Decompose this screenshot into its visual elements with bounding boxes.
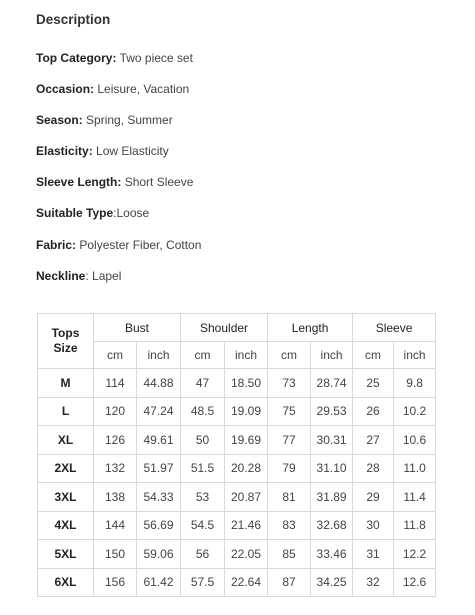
measurement-cell: 48.5 — [181, 397, 225, 426]
measurement-cell: 10.2 — [394, 397, 436, 426]
attr-elasticity — [36, 144, 169, 158]
size-cell: 3XL — [38, 483, 94, 512]
measurement-cell: 18.50 — [225, 369, 268, 398]
measurement-cell: 27 — [353, 426, 394, 455]
attr-value: Leisure, Vacation — [94, 82, 190, 96]
unit-header: inch — [225, 342, 268, 369]
group-header-length: Length — [268, 314, 353, 342]
measurement-cell: 47 — [181, 369, 225, 398]
group-header-sleeve: Sleeve — [353, 314, 436, 342]
measurement-cell: 54.5 — [181, 511, 225, 540]
attr-label: Top Category: — [36, 51, 117, 65]
measurement-cell: 30.31 — [311, 426, 353, 455]
tops-label: Tops — [51, 326, 80, 340]
unit-header: cm — [353, 342, 394, 369]
measurement-cell: 31.89 — [311, 483, 353, 512]
size-cell: XL — [38, 426, 94, 455]
measurement-cell: 156 — [94, 568, 137, 597]
size-cell: 4XL — [38, 511, 94, 540]
measurement-cell: 132 — [94, 454, 137, 483]
attr-value: Short Sleeve — [121, 175, 194, 189]
measurement-cell: 75 — [268, 397, 311, 426]
unit-header: cm — [268, 342, 311, 369]
table-row — [38, 540, 436, 569]
measurement-cell: 12.6 — [394, 568, 436, 597]
unit-header: inch — [311, 342, 353, 369]
group-header-bust: Bust — [94, 314, 181, 342]
measurement-cell: 126 — [94, 426, 137, 455]
attr-value: :Loose — [113, 206, 150, 220]
attr-value: Two piece set — [116, 51, 193, 65]
measurement-cell: 32 — [353, 568, 394, 597]
measurement-cell: 144 — [94, 511, 137, 540]
measurement-cell: 28 — [353, 454, 394, 483]
measurement-cell: 22.64 — [225, 568, 268, 597]
measurement-cell: 87 — [268, 568, 311, 597]
measurement-cell: 19.69 — [225, 426, 268, 455]
attr-neckline — [36, 269, 121, 283]
attr-fabric — [36, 238, 201, 252]
measurement-cell: 73 — [268, 369, 311, 398]
attr-label: Occasion: — [36, 82, 95, 96]
unit-header: inch — [394, 342, 436, 369]
measurement-cell: 59.06 — [137, 540, 181, 569]
measurement-cell: 31.10 — [311, 454, 353, 483]
unit-header: inch — [137, 342, 181, 369]
attr-value: Spring, Summer — [82, 113, 173, 127]
measurement-cell: 56.69 — [137, 511, 181, 540]
measurement-cell: 51.5 — [181, 454, 225, 483]
measurement-cell: 20.28 — [225, 454, 268, 483]
measurement-cell: 34.25 — [311, 568, 353, 597]
measurement-cell: 81 — [268, 483, 311, 512]
attr-label: Fabric: — [36, 238, 77, 252]
measurement-cell: 9.8 — [394, 369, 436, 398]
attr-label: Season: — [36, 113, 83, 127]
measurement-cell: 31 — [353, 540, 394, 569]
measurement-cell: 54.33 — [137, 483, 181, 512]
size-cell: 2XL — [38, 454, 94, 483]
measurement-cell: 138 — [94, 483, 137, 512]
measurement-cell: 47.24 — [137, 397, 181, 426]
attr-top-category — [36, 51, 193, 65]
measurement-cell: 51.97 — [137, 454, 181, 483]
size-label: Size — [53, 341, 78, 355]
unit-header: cm — [181, 342, 225, 369]
measurement-cell: 49.61 — [137, 426, 181, 455]
measurement-cell: 11.0 — [394, 454, 436, 483]
attr-season — [36, 113, 173, 127]
size-table-unit-header — [38, 342, 436, 369]
attr-label: Suitable Type — [36, 206, 114, 220]
measurement-cell: 32.68 — [311, 511, 353, 540]
table-row — [38, 454, 436, 483]
measurement-cell: 120 — [94, 397, 137, 426]
tops-size-header — [38, 314, 94, 369]
size-table-group-header — [38, 314, 436, 342]
measurement-cell: 30 — [353, 511, 394, 540]
attr-label: Elasticity: — [36, 144, 93, 158]
table-row — [38, 426, 436, 455]
measurement-cell: 77 — [268, 426, 311, 455]
attr-occasion — [36, 82, 189, 96]
measurement-cell: 29.53 — [311, 397, 353, 426]
attr-label: Neckline — [36, 269, 86, 283]
measurement-cell: 50 — [181, 426, 225, 455]
size-cell: M — [38, 369, 94, 398]
unit-header: cm — [94, 342, 137, 369]
group-header-shoulder: Shoulder — [181, 314, 268, 342]
measurement-cell: 28.74 — [311, 369, 353, 398]
attr-value: : Lapel — [85, 269, 122, 283]
measurement-cell: 10.6 — [394, 426, 436, 455]
measurement-cell: 21.46 — [225, 511, 268, 540]
attr-value: Polyester Fiber, Cotton — [76, 238, 202, 252]
table-row — [38, 369, 436, 398]
measurement-cell: 83 — [268, 511, 311, 540]
measurement-cell: 44.88 — [137, 369, 181, 398]
measurement-cell: 79 — [268, 454, 311, 483]
measurement-cell: 11.4 — [394, 483, 436, 512]
measurement-cell: 25 — [353, 369, 394, 398]
measurement-cell: 22.05 — [225, 540, 268, 569]
measurement-cell: 11.8 — [394, 511, 436, 540]
measurement-cell: 33.46 — [311, 540, 353, 569]
attr-label: Sleeve Length: — [36, 175, 122, 189]
measurement-cell: 53 — [181, 483, 225, 512]
table-row — [38, 511, 436, 540]
size-cell: L — [38, 397, 94, 426]
attr-sleeve-length — [36, 175, 193, 189]
measurement-cell: 20.87 — [225, 483, 268, 512]
size-cell: 5XL — [38, 540, 94, 569]
measurement-cell: 61.42 — [137, 568, 181, 597]
description-heading: Description — [36, 12, 111, 27]
attr-suitable-type — [36, 206, 149, 220]
measurement-cell: 12.2 — [394, 540, 436, 569]
table-row — [38, 397, 436, 426]
table-row — [38, 568, 436, 597]
measurement-cell: 150 — [94, 540, 137, 569]
measurement-cell: 57.5 — [181, 568, 225, 597]
attr-value: Low Elasticity — [92, 144, 169, 158]
measurement-cell: 29 — [353, 483, 394, 512]
measurement-cell: 26 — [353, 397, 394, 426]
measurement-cell: 19.09 — [225, 397, 268, 426]
measurement-cell: 114 — [94, 369, 137, 398]
size-cell: 6XL — [38, 568, 94, 597]
measurement-cell: 56 — [181, 540, 225, 569]
measurement-cell: 85 — [268, 540, 311, 569]
size-chart-table — [37, 313, 436, 597]
table-row — [38, 483, 436, 512]
